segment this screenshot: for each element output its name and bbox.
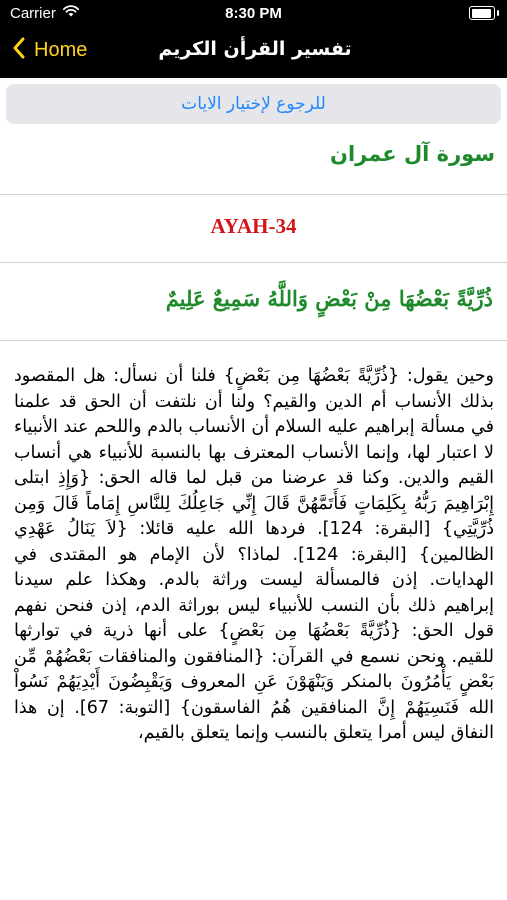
divider xyxy=(0,194,507,195)
status-bar xyxy=(0,0,507,26)
status-time: 8:30 PM xyxy=(225,5,282,22)
battery-icon xyxy=(469,6,495,20)
navigation-bar xyxy=(0,26,507,78)
ayah-number: AYAH-34 xyxy=(210,214,297,238)
top-bar xyxy=(0,0,507,78)
divider xyxy=(0,262,507,263)
tafsir-paragraph: وحين يقول: {ذُرِّيَّةً بَعْضُهَا مِن بَعْضٍ} فلنا أن نسأل: هل المقصود بذلك الأنساب أم الدين والقيم؟ ولنا أن نلتفت أن الحق قد علمنا في مسألة إبراهيم عليه السلام أن الأنساب بالدم واللحم عند الأنبياء لا اعتبار لها، وإنما الأنساب المعترف بها بالنسبة للأنبياء هي أنساب القيم والدين. وكنا قد عرضنا من قبل لما قاله الحق: {وَإِذِ ابتلى إِبْرَاهِيمَ رَبُّهُ بِكَلِمَاتٍ فَأَتَمَّهُنَّ قَالَ إِنِّي جَاعِلُكَ لِلنَّاسِ إِمَاماً قَالَ وَمِن ذُرِّيَّتِي} [البقرة: 124]. فردها الله عليه قائلا: {لاَ يَنَالُ عَهْدِي الظالمين} [البقرة: 124]. لماذا؟ لأن الإمام هو المقتدى في الهدايات. إذن فالمسألة ليست وراثة بالدم. وهكذا علم سيدنا إبراهيم ذلك بأن النسب للأنبياء ليس بوراثة الدم، إذن فنحن نفهم قول الحق: {ذُرِّيَّةً بَعْضُهَا مِن بَعْضٍ} على أنها ذرية في توارثها للقيم. ونحن نسمع في القرآن: {المنافقون والمنافقات بَعْضُهُمْ مِّن بَعْضٍ يَأْمُرُونَ بالمنكر وَيَنْهَوْنَ عَنِ المعروف وَيَقْبِضُونَ أَيْدِيَهُمْ نَسُواْ الله فَنَسِيَهُمْ إِنَّ المنافقين هُمُ الفاسقون} [التوبة: 67]. إن هذا النفاق ليس أمرا يتعلق بالنسب وإنما يتعلق بالقيم، xyxy=(14,366,494,743)
return-to-ayah-selection-button[interactable]: للرجوع لإختيار الايات xyxy=(6,84,501,124)
divider xyxy=(0,340,507,341)
tafsir-text xyxy=(14,364,494,747)
ayah-text: ذُرِّيَّةً بَعْضُهَا مِنْ بَعْضٍ وَاللَّهُ سَمِيعٌ عَلِيمٌ xyxy=(165,286,493,311)
surah-title: سورة آل عمران xyxy=(330,142,495,166)
nav-title: تفسير القرأن الكريم xyxy=(158,38,352,60)
back-label: Home xyxy=(34,38,88,61)
carrier-label: Carrier xyxy=(10,5,56,22)
chevron-left-icon xyxy=(12,36,26,64)
back-button[interactable] xyxy=(12,36,87,64)
